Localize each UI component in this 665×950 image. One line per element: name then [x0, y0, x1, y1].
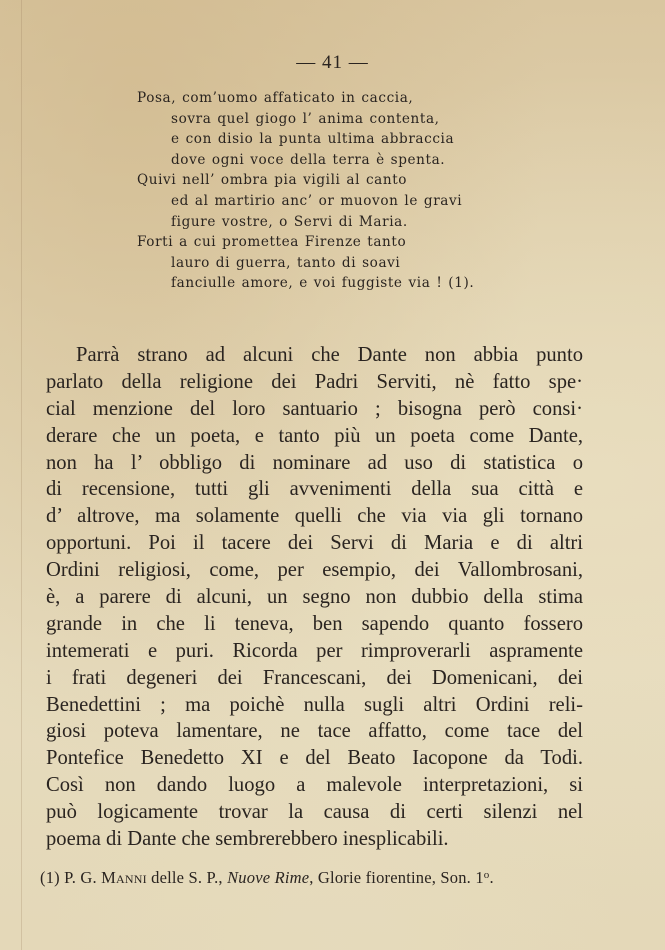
- paragraph-line: giosi poteva lamentare, ne tace affatto, come tace del: [46, 720, 583, 743]
- footnote-author-initials: P. G.: [64, 868, 97, 887]
- poem-line: ed al martirio anc’ or muovon le gravi: [171, 192, 463, 209]
- paragraph-line: Così non dando luogo a malevole interpretazioni, si: [46, 774, 583, 797]
- poem-line: fanciulle amore, e voi fuggiste via ! (1).: [171, 275, 475, 292]
- paragraph-line: Parrà strano ad alcuni che Dante non abbia punto: [76, 344, 583, 366]
- paragraph-line: non ha l’ obbligo di nominare ad uso di statistica o: [46, 451, 583, 474]
- paragraph-line: d’ altrove, ma solamente quelli che via via gli tornano: [46, 505, 583, 528]
- footnote-author-suffix: delle S. P.,: [151, 868, 223, 887]
- poem-line: Forti a cui promettea Firenze tanto: [137, 234, 407, 251]
- body-paragraph: [46, 342, 583, 853]
- footnote-citation: , Glorie fiorentine, Son. 1: [309, 868, 484, 887]
- paragraph-line: Pontefice Benedetto XI e del Beato Iacopone da Todi.: [46, 747, 583, 770]
- paragraph-line: può logicamente trovar la causa di certi silenzi nel: [46, 801, 583, 824]
- paragraph-line: poema di Dante che sembrerebbero inesplicabili.: [46, 828, 449, 851]
- footnote-work-title: Nuove Rime: [227, 868, 310, 887]
- poem-line: Posa, com’uomo affaticato in caccia,: [137, 90, 414, 106]
- poem-line: Quivi nell’ ombra pia vigili al canto: [137, 172, 408, 189]
- paragraph-line: cial menzione del loro santuario ; bisogna però consi·: [46, 397, 583, 420]
- paragraph-line: intemerati e puri. Ricorda per rimproverarli aspramente: [46, 639, 583, 662]
- footnote-end: .: [489, 868, 494, 887]
- paragraph-line: Benedettini ; ma poichè nulla sugli altri Ordini reli-: [46, 693, 583, 716]
- poem-line: lauro di guerra, tanto di soavi: [171, 254, 401, 271]
- footnote-ordinal: o: [483, 869, 490, 881]
- page-fold-line: [21, 0, 22, 950]
- paragraph-line: derare che un poeta, e tanto più un poeta come Dante,: [46, 424, 583, 447]
- page-number: — 41 —: [296, 52, 369, 73]
- paragraph-line: grande in che li teneva, ben sapendo quanto fossero: [46, 612, 583, 635]
- paragraph-line: i frati degeneri dei Francescani, dei Domenicani, dei: [46, 666, 583, 689]
- paragraph-line: di recensione, tutti gli avvenimenti della sua città e: [46, 478, 583, 501]
- paragraph-line: è, a parere di alcuni, un segno non dubbio della stima: [46, 586, 583, 609]
- paragraph-line: opportuni. Poi il tacere dei Servi di Maria e di altri: [46, 532, 583, 555]
- paragraph-line: Ordini religiosi, come, per esempio, dei Vallombrosani,: [46, 559, 583, 582]
- poem-line: figure vostre, o Servi di Maria.: [171, 213, 408, 230]
- paragraph-line: parlato della religione dei Padri Serviti, nè fatto spe·: [46, 370, 583, 393]
- poem-line: sovra quel giogo l’ anima contenta,: [171, 110, 440, 127]
- poem-quotation: [137, 88, 474, 294]
- poem-line: e con disio la punta ultima abbraccia: [171, 131, 455, 148]
- footnote: [40, 868, 494, 888]
- poem-line: dove ogni voce della terra è spenta.: [171, 151, 446, 168]
- footnote-author-surname: Manni: [101, 868, 147, 887]
- footnote-marker: (1): [40, 868, 60, 887]
